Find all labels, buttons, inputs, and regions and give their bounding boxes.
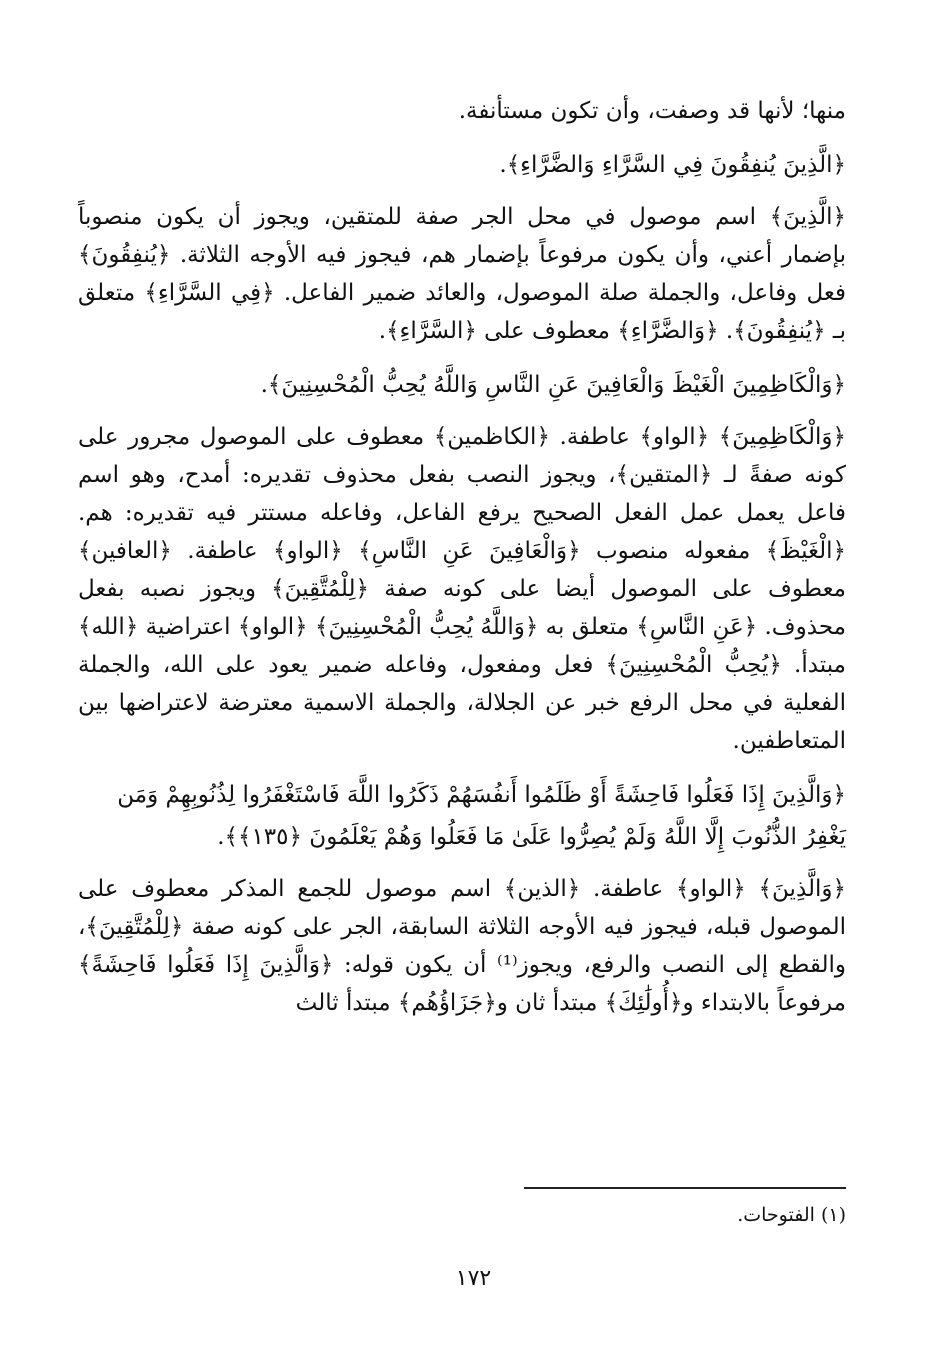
quran-verse: ﴿وَالْكَاظِمِينَ الْغَيْظَ وَالْعَافِينَ عَنِ النَّاسِ وَاللَّهُ يُحِبُّ الْمُحْسِنِينَ﴾. <box>260 372 846 398</box>
footnote: (١) الفتوحات. <box>737 1204 846 1226</box>
text-paragraph: ﴿الَّذِينَ﴾ اسم موصول في محل الجر صفة للمتقين، ويجوز أن يكون منصوباً بإضمار أعني، وأن يكون مرفوعاً بإضمار هم، فيجوز فيه الأوجه الثلاثة. ﴿يُنفِقُونَ﴾ فعل وفاعل، والجملة صلة الموصول، والعائد ضمير الفاعل. ﴿فِي السَّرَّاءِ﴾ متعلق بـ ﴿يُنفِقُونَ﴾. ﴿وَالضَّرَّاءِ﴾ معطوف على ﴿السَّرَّاءِ﴾. <box>78 204 846 344</box>
quran-verse: ﴿الَّذِينَ يُنفِقُونَ فِي السَّرَّاءِ وَالضَّرَّاءِ﴾. <box>499 152 846 178</box>
text-paragraph: ﴿وَالَّذِينَ﴾ ﴿الواو﴾ عاطفة. ﴿الذين﴾ اسم موصول للجمع المذكر معطوف على الموصول قبله، فيجوز فيه الأوجه الثلاثة السابقة، الجر على كونه صفة ﴿لِلْمُتَّقِينَ﴾، والقطع إلى النصب والرفع، ويجوز⁽¹⁾ أن يكون قوله: ﴿وَالَّذِينَ إِذَا فَعَلُوا فَاحِشَةً﴾ مرفوعاً بالابتداء و﴿أُولَٰئِكَ﴾ مبتدأ ثان و﴿جَزَاؤُهُم﴾ مبتدأ ثالث <box>78 876 846 1016</box>
page-number: ١٧٢ <box>455 1266 492 1291</box>
footnote-divider <box>524 1187 846 1189</box>
page-body <box>78 92 846 1036</box>
text-paragraph: ﴿وَالْكَاظِمِينَ﴾ ﴿الواو﴾ عاطفة. ﴿الكاظمين﴾ معطوف على الموصول مجرور على كونه صفةً لـ ﴿المتقين﴾، ويجوز النصب بفعل محذوف تقديره: أمدح، وهو اسم فاعل يعمل عمل الفعل الصحيح يرفع الفاعل، وفاعله مستتر فيه تقديره: هم. ﴿الْغَيْظَ﴾ مفعوله منصوب ﴿وَالْعَافِينَ عَنِ النَّاسِ﴾ ﴿الواو﴾ عاطفة. ﴿العافين﴾ معطوف على الموصول أيضا على كونه صفة ﴿لِلْمُتَّقِينَ﴾ ويجوز نصبه بفعل محذوف. ﴿عَنِ النَّاسِ﴾ متعلق به ﴿وَاللَّهُ يُحِبُّ الْمُحْسِنِينَ﴾ ﴿الواو﴾ اعتراضية ﴿الله﴾ مبتدأ. ﴿يُحِبُّ الْمُحْسِنِينَ﴾ فعل ومفعول، وفاعله ضمير يعود على الله، والجملة الفعلية في محل الرفع خبر عن الجلالة، والجملة الاسمية معترضة لاعتراضها بين المتعاطفين. <box>78 424 846 754</box>
text-paragraph: منها؛ لأنها قد وصفت، وأن تكون مستأنفة. <box>458 98 846 124</box>
quran-verse: ﴿وَالَّذِينَ إِذَا فَعَلُوا فَاحِشَةً أَوْ ظَلَمُوا أَنفُسَهُمْ ذَكَرُوا اللَّهَ فَاسْتَغْفَرُوا لِذُنُوبِهِمْ وَمَن يَغْفِرُ الذُّنُوبَ إِلَّا اللَّهُ وَلَمْ يُصِرُّوا عَلَىٰ مَا فَعَلُوا وَهُمْ يَعْلَمُونَ ﴿١٣٥﴾﴾. <box>117 782 846 850</box>
